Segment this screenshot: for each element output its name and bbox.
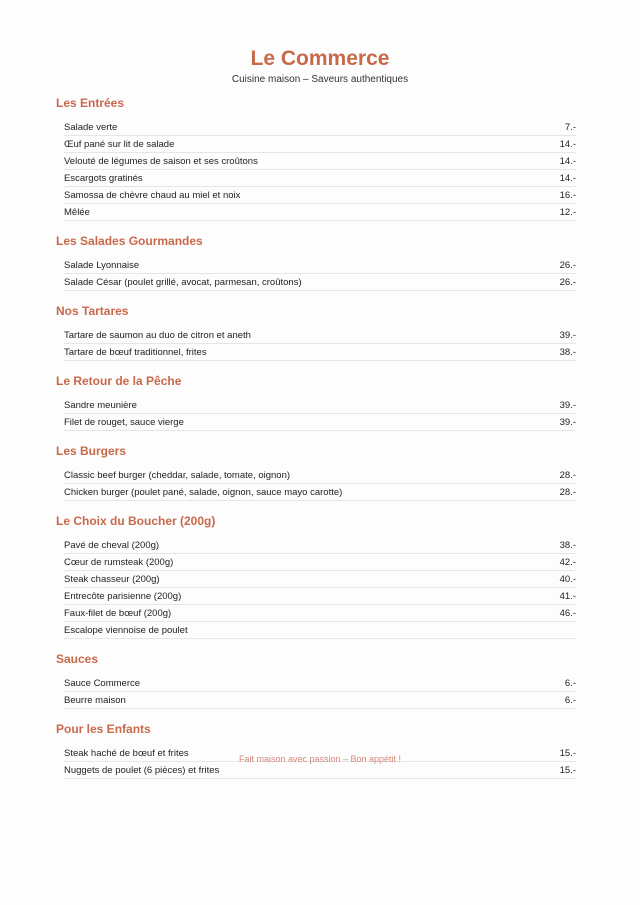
menu-item <box>64 257 576 274</box>
menu-item-name: Steak haché de bœuf et frites <box>64 747 189 759</box>
menu-item-name: Sandre meunière <box>64 399 137 411</box>
menu-item-price: 7.- <box>564 121 576 133</box>
menu-header <box>0 0 640 86</box>
menu-item-name: Escargots gratinés <box>64 172 143 184</box>
menu-item <box>64 537 576 554</box>
menu-item-name: Escalope viennoise de poulet <box>64 624 188 636</box>
menu-item <box>64 397 576 414</box>
menu-item-price: 12.- <box>559 206 576 218</box>
menu-item-name: Samossa de chèvre chaud au miel et noix <box>64 189 241 201</box>
menu-item-price: 16.- <box>559 189 576 201</box>
menu-item-list <box>64 675 576 709</box>
menu-item <box>64 554 576 571</box>
menu-item-name: Sauce Commerce <box>64 677 141 689</box>
menu-item-price: 14.- <box>559 138 576 150</box>
menu-footer: Fait maison avec passion – Bon appétit ! <box>238 754 402 764</box>
menu-item-name: Tartare de bœuf traditionnel, frites <box>64 346 207 358</box>
menu-item <box>64 762 576 779</box>
menu-item-name: Salade César (poulet grillé, avocat, parmesan, croûtons) <box>64 276 302 288</box>
menu-item-name: Salade Lyonnaise <box>64 259 140 271</box>
menu-item-price: 39.- <box>559 399 576 411</box>
restaurant-title: Le Commerce <box>250 47 390 70</box>
menu-item-name: Œuf pané sur lit de salade <box>64 138 175 150</box>
menu-item <box>64 170 576 187</box>
menu-item <box>64 588 576 605</box>
menu-item-list <box>64 537 576 639</box>
menu-item <box>64 622 576 639</box>
menu-item-price: 28.- <box>559 469 576 481</box>
menu-section <box>56 722 576 779</box>
menu-item-price: 26.- <box>559 259 576 271</box>
menu-item-name: Pavé de cheval (200g) <box>64 539 160 551</box>
section-title: Pour les Enfants <box>56 722 151 736</box>
menu-item-name: Velouté de légumes de saison et ses croûtons <box>64 155 258 167</box>
section-title: Le Retour de la Pêche <box>56 374 182 388</box>
menu-item <box>64 274 576 291</box>
menu-item-name: Nuggets de poulet (6 pièces) et frites <box>64 764 220 776</box>
menu-item-name: Filet de rouget, sauce vierge <box>64 416 184 428</box>
menu-item <box>64 153 576 170</box>
section-title: Le Choix du Boucher (200g) <box>56 514 216 528</box>
restaurant-subtitle: Cuisine maison – Saveurs authentiques <box>231 74 409 85</box>
menu-item-price: 26.- <box>559 276 576 288</box>
section-title: Les Salades Gourmandes <box>56 234 203 248</box>
menu-item-price: 15.- <box>559 747 576 759</box>
menu-item-price: 14.- <box>559 172 576 184</box>
menu-item <box>64 204 576 221</box>
menu-item-price: 41.- <box>559 590 576 602</box>
section-title: Sauces <box>56 652 99 666</box>
section-title: Les Burgers <box>56 444 127 458</box>
menu-item-list <box>64 119 576 221</box>
menu-item <box>64 467 576 484</box>
menu-item-name: Cœur de rumsteak (200g) <box>64 556 174 568</box>
menu-item <box>64 484 576 501</box>
menu-item <box>64 414 576 431</box>
menu-item-price: 39.- <box>559 329 576 341</box>
menu-item-name: Classic beef burger (cheddar, salade, tomate, oignon) <box>64 469 291 481</box>
menu-item-price: 14.- <box>559 155 576 167</box>
menu-item-price: 42.- <box>559 556 576 568</box>
menu-section <box>56 444 576 501</box>
menu-item-price: 38.- <box>559 539 576 551</box>
menu-item-price: 28.- <box>559 486 576 498</box>
menu-item-name: Tartare de saumon au duo de citron et aneth <box>64 329 251 341</box>
menu-item-price: 46.- <box>559 607 576 619</box>
menu-section <box>56 96 576 221</box>
menu-item-price: 6.- <box>564 677 576 689</box>
menu-item-price: 40.- <box>559 573 576 585</box>
menu-item <box>64 675 576 692</box>
section-title: Nos Tartares <box>56 304 129 318</box>
menu-section <box>56 304 576 361</box>
menu-section <box>56 234 576 291</box>
menu-item <box>64 136 576 153</box>
menu-section <box>56 374 576 431</box>
menu-item-name: Salade verte <box>64 121 118 133</box>
menu-section <box>56 652 576 709</box>
menu-item-price: 15.- <box>559 764 576 776</box>
menu-item <box>64 692 576 709</box>
menu-item-name: Steak chasseur (200g) <box>64 573 160 585</box>
menu-item-name: Mêlée <box>64 206 90 218</box>
section-title: Les Entrées <box>56 96 125 110</box>
menu-item <box>64 605 576 622</box>
menu-item-list <box>64 397 576 431</box>
menu-content <box>56 96 576 792</box>
menu-section <box>56 514 576 639</box>
menu-item <box>64 571 576 588</box>
menu-item-price: 39.- <box>559 416 576 428</box>
menu-item-name: Entrecôte parisienne (200g) <box>64 590 182 602</box>
menu-item-name: Chicken burger (poulet pané, salade, oignon, sauce mayo carotte) <box>64 486 343 498</box>
menu-item-list <box>64 467 576 501</box>
menu-item <box>64 327 576 344</box>
menu-item-list <box>64 257 576 291</box>
menu-item <box>64 187 576 204</box>
menu-item-name: Beurre maison <box>64 694 126 706</box>
menu-item-price: 38.- <box>559 346 576 358</box>
menu-item-price: 6.- <box>564 694 576 706</box>
menu-item-name: Faux-filet de bœuf (200g) <box>64 607 172 619</box>
menu-item-list <box>64 327 576 361</box>
menu-item <box>64 344 576 361</box>
menu-item <box>64 119 576 136</box>
